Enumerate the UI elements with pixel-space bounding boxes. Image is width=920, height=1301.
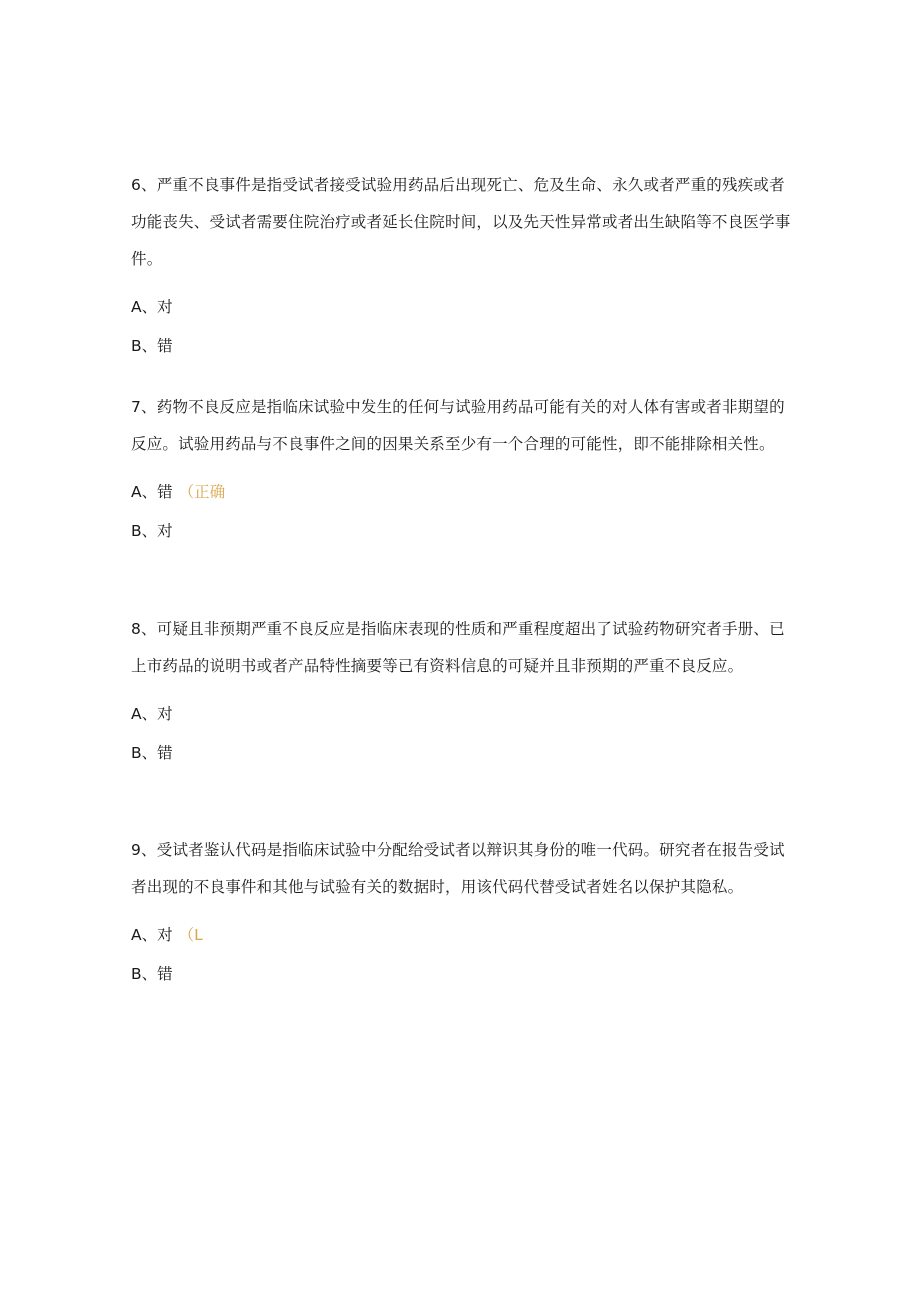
option-label: A、错 [131, 483, 173, 501]
question-8 [131, 611, 791, 763]
question-text: 8、可疑且非预期严重不良反应是指临床表现的性质和严重程度超出了试验药物研究者手册、已上市药品的说明书或者产品特性摘要等已有资料信息的可疑并且非预期的严重不良反应。 [131, 620, 785, 675]
option-b[interactable] [131, 743, 791, 763]
question-text: 9、受试者鉴认代码是指临床试验中分配给受试者以辩识其身份的唯一代码。研究者在报告受试者出现的不良事件和其他与试验有关的数据时，用该代码代替受试者姓名以保护其隐私。 [131, 841, 785, 896]
answer-note: （L [178, 926, 203, 944]
question-text: 6、严重不良事件是指受试者接受试验用药品后出现死亡、危及生命、永久或者严重的残疾或者功能丧失、受试者需要住院治疗或者延长住院时间，以及先天性异常或者出生缺陷等不良医学事件。 [131, 176, 791, 268]
option-label: A、对 [131, 298, 173, 316]
option-a[interactable] [131, 482, 791, 502]
option-b[interactable] [131, 521, 791, 541]
option-label: A、对 [131, 926, 173, 944]
option-label: B、错 [131, 744, 173, 762]
question-6 [131, 167, 791, 356]
option-a[interactable] [131, 297, 791, 317]
question-7 [131, 389, 791, 541]
option-label: B、对 [131, 522, 173, 540]
option-label: B、错 [131, 965, 173, 983]
option-b[interactable] [131, 336, 791, 356]
option-a[interactable] [131, 704, 791, 724]
option-label: A、对 [131, 705, 173, 723]
question-9 [131, 832, 791, 984]
question-text: 7、药物不良反应是指临床试验中发生的任何与试验用药品可能有关的对人体有害或者非期望的反应。试验用药品与不良事件之间的因果关系至少有一个合理的可能性，即不能排除相关性。 [131, 398, 785, 453]
answer-note: （正确 [178, 483, 226, 501]
option-a[interactable] [131, 925, 791, 945]
option-label: B、错 [131, 337, 173, 355]
option-b[interactable] [131, 964, 791, 984]
